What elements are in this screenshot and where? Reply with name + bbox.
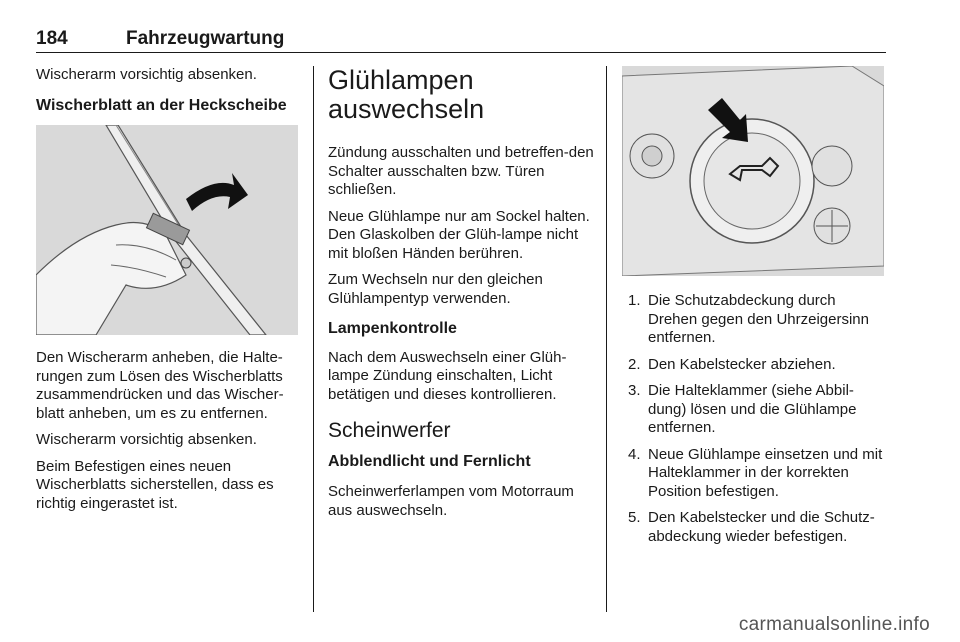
wiper-blade-figure <box>36 125 298 335</box>
section-title: Fahrzeugwartung <box>126 28 285 49</box>
headlamp-figure <box>622 66 884 276</box>
paragraph: Zündung ausschalten und betreffen-den Schalter ausschalten bzw. Türen schließen. <box>328 144 594 198</box>
column-right <box>622 66 888 554</box>
paragraph: Wischerarm vorsichtig absenken. <box>36 66 257 83</box>
main-heading: Glühlampen auswechseln <box>328 65 485 124</box>
paragraph: Scheinwerferlampen vom Motorraum aus auswechseln. <box>328 483 574 519</box>
paragraph: Zum Wechseln nur den gleichen Glühlampentyp verwenden. <box>328 271 543 307</box>
watermark: carmanualsonline.info <box>738 614 930 635</box>
list-item: 1. Die Schutzabdeckung durch Drehen gegen den Uhrzeigersinn entfernen. <box>628 292 869 346</box>
paragraph: Beim Befestigen eines neuen Wischerblatts sicherstellen, dass es richtig eingerastet ist. <box>36 457 274 512</box>
page-number: 184 <box>36 28 68 49</box>
column-left <box>36 66 301 521</box>
section-heading: Wischerblatt an der Heckscheibe <box>36 96 287 114</box>
page-header <box>36 28 886 53</box>
subheading-lampenkontrolle: Lampenkontrolle <box>328 320 457 337</box>
list-item: 4. Neue Glühlampe einsetzen und mit Halteklammer in der korrekten Position befestigen. <box>628 445 883 500</box>
list-item: 5. Den Kabelstecker und die Schutz-abdeckung wieder befestigen. <box>628 509 875 545</box>
subheading-abblendlicht: Abblendlicht und Fernlicht <box>328 452 531 470</box>
list-item: 2. Den Kabelstecker abziehen. <box>628 355 836 373</box>
column-divider <box>606 66 607 612</box>
list-item: 3. Die Halteklammer (siehe Abbil-dung) lösen und die Glühlampe entfernen. <box>628 382 857 436</box>
paragraph: Neue Glühlampe nur am Sockel halten. Den Glaskolben der Glüh-lampe nicht mit bloßen Händen berühren. <box>328 207 590 262</box>
paragraph: Wischerarm vorsichtig absenken. <box>36 431 257 448</box>
column-middle <box>328 66 596 528</box>
instruction-list <box>622 292 888 546</box>
paragraph: Nach dem Auswechseln einer Glüh-lampe Zündung einschalten, Licht betätigen und dieses kontrollieren. <box>328 348 567 403</box>
heading-scheinwerfer: Scheinwerfer <box>328 419 451 442</box>
column-divider <box>313 66 314 612</box>
paragraph: Den Wischerarm anheben, die Halte-rungen zum Lösen des Wischerblatts zusammendrücken und das Wischer-blatt anheben, um es zu entfernen. <box>36 349 284 422</box>
